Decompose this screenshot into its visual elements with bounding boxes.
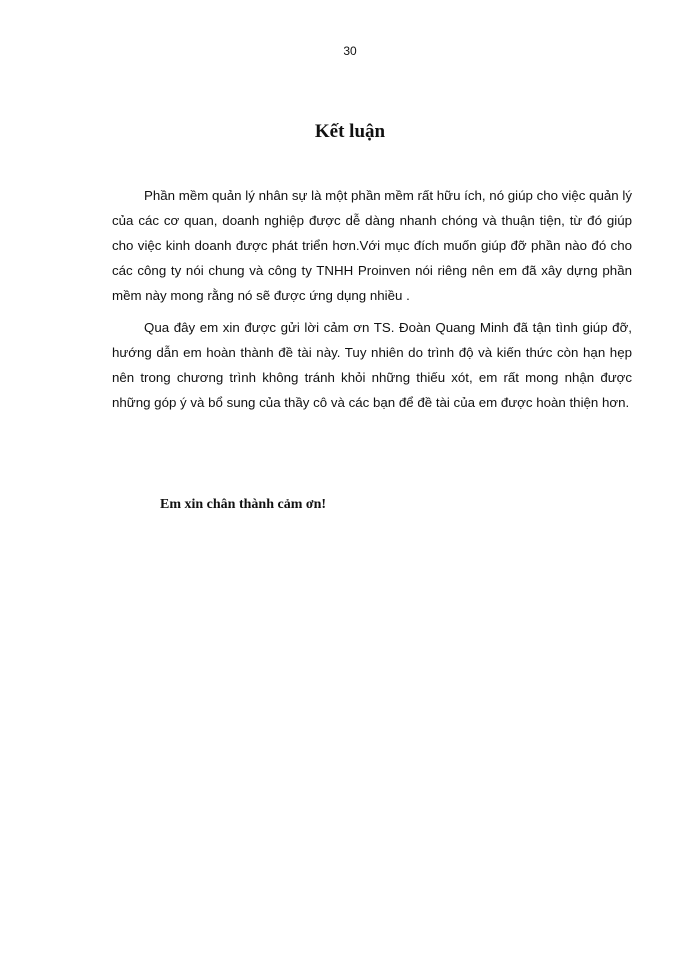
- page-title: Kết luận: [314, 121, 386, 142]
- page-number: 30: [343, 44, 357, 58]
- conclusion-paragraph-1: Phần mềm quản lý nhân sự là một phần mềm rất hữu ích, nó giúp cho việc quản lý của các cơ quan, doanh nghiệp được dễ dàng nhanh chóng và thuận tiện, từ đó giúp cho việc kinh doanh được phát triển hơn.Với mục đích muốn giúp đỡ phần nào đó cho các công ty nói chung và công ty TNHH Proinven nói riêng nên em đã xây dựng phần mềm này mong rằng nó sẽ được ứng dụng nhiều .: [112, 188, 632, 303]
- conclusion-paragraph-2: Qua đây em xin được gửi lời cảm ơn TS. Đoàn Quang Minh đã tận tình giúp đỡ, hướng dẫn em hoàn thành đề tài này. Tuy nhiên do trình độ và kiến thức còn hạn hẹp nên trong chương trình không tránh khỏi những thiếu xót, em rất mong nhận được những góp ý và bổ sung của thầy cô và các bạn để đề tài của em được hoàn thiện hơn.: [112, 320, 632, 410]
- closing-thanks: Em xin chân thành cảm ơn!: [160, 497, 327, 512]
